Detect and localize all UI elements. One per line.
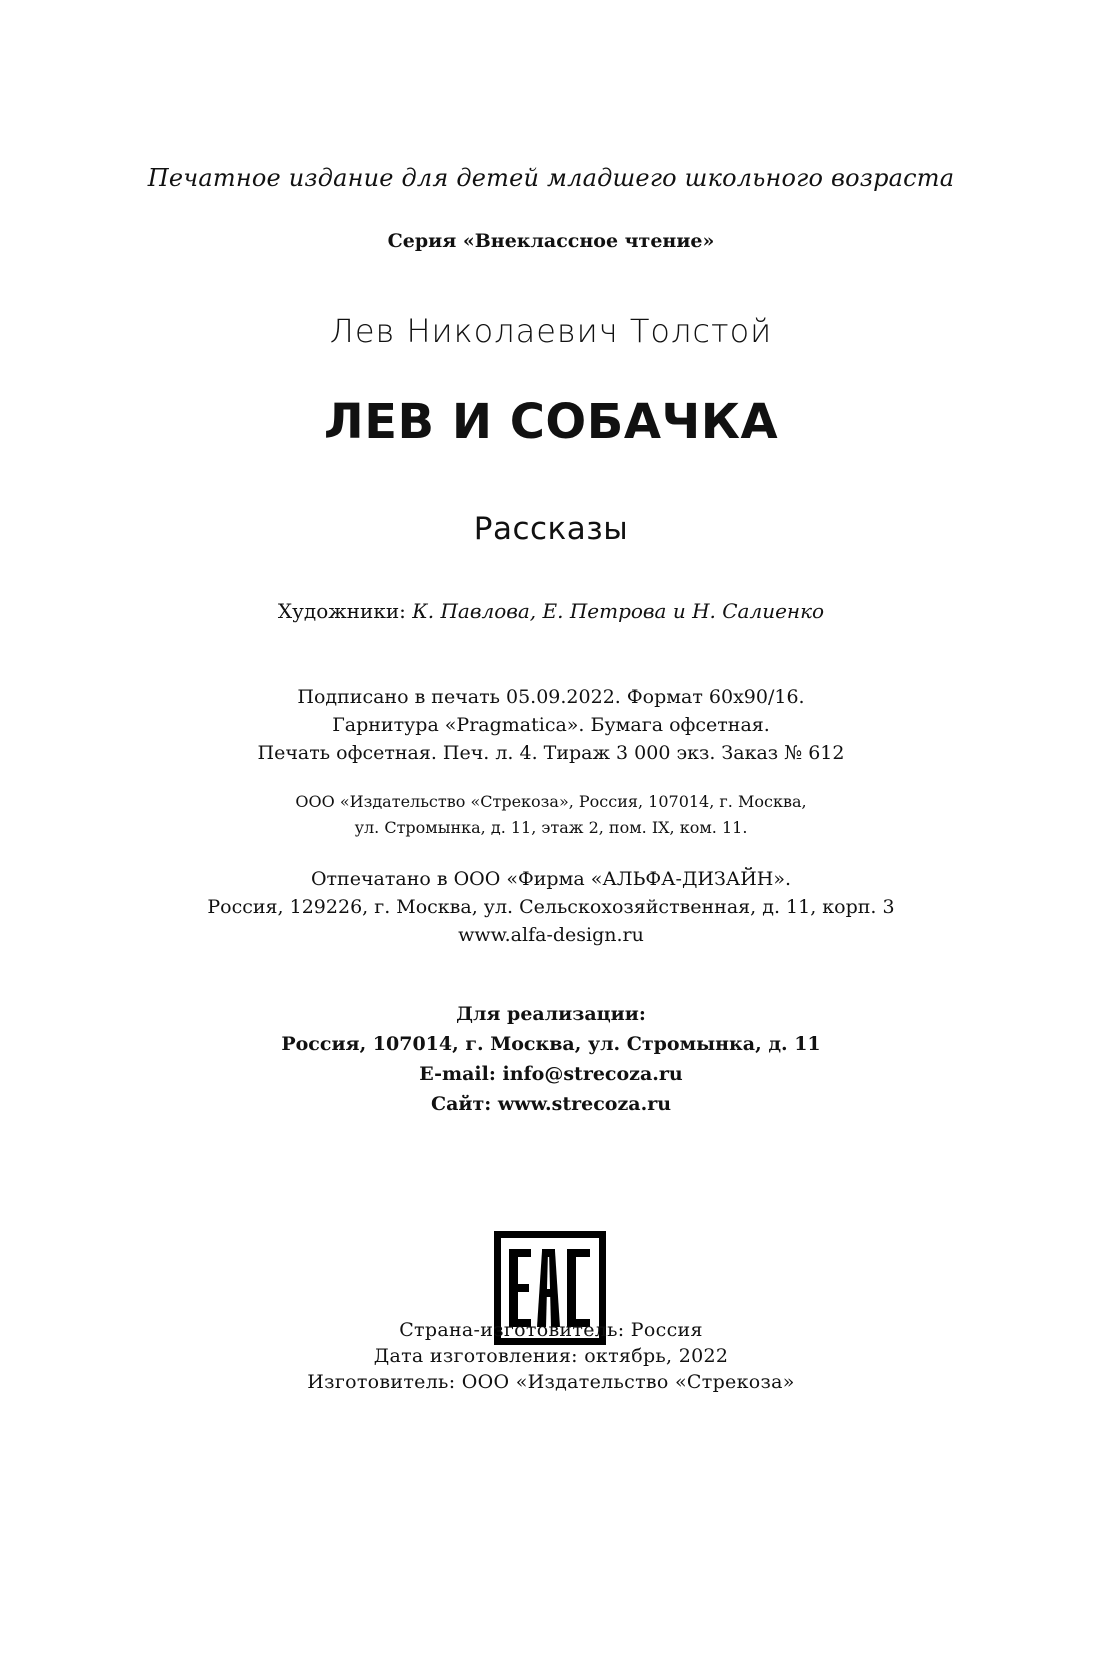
series-name: Серия «Внеклассное чтение» [387,230,715,252]
print-details-line-3: Печать офсетная. Печ. л. 4. Тираж 3 000 экз. Заказ № 612 [257,742,845,764]
publisher-line-2: ул. Стромынка, д. 11, этаж 2, пом. IX, ком. 11. [354,818,748,837]
manufacturer-name: Изготовитель: ООО «Издательство «Стрекоза» [307,1371,795,1393]
printer-line-2: Россия, 129226, г. Москва, ул. Сельскохозяйственная, д. 11, корп. 3 [207,896,895,918]
sales-website: Сайт: www.strecoza.ru [430,1093,672,1115]
printer-line-1: Отпечатано в ООО «Фирма «АЛЬФА-ДИЗАЙН». [310,868,792,890]
sales-address: Россия, 107014, г. Москва, ул. Стромынка, д. 11 [281,1033,821,1055]
book-genre: Рассказы [473,511,629,547]
sales-heading: Для реализации: [456,1003,646,1025]
artists-names: К. Павлова, Е. Петрова и Н. Салиенко [412,599,825,623]
printer-website: www.alfa-design.ru [458,924,644,946]
print-details-line-1: Подписано в печать 05.09.2022. Формат 60х90/16. [297,686,805,708]
author-name: Лев Николаевич Толстой [329,312,773,350]
manufacturer-date: Дата изготовления: октябрь, 2022 [373,1345,729,1367]
artists-credit [0,601,1102,621]
artists-label: Художники: [277,599,406,623]
sales-email: E-mail: info@strecoza.ru [419,1063,683,1085]
manufacturer-country: Страна-изготовитель: Россия [399,1319,703,1341]
book-title: ЛЕВ И СОБАЧКА [323,394,779,450]
audience-note: Печатное издание для детей младшего школьного возраста [147,164,955,192]
print-details-line-2: Гарнитура «Pragmatica». Бумага офсетная. [332,714,770,736]
publisher-line-1: ООО «Издательство «Стрекоза», Россия, 107014, г. Москва, [295,792,807,811]
